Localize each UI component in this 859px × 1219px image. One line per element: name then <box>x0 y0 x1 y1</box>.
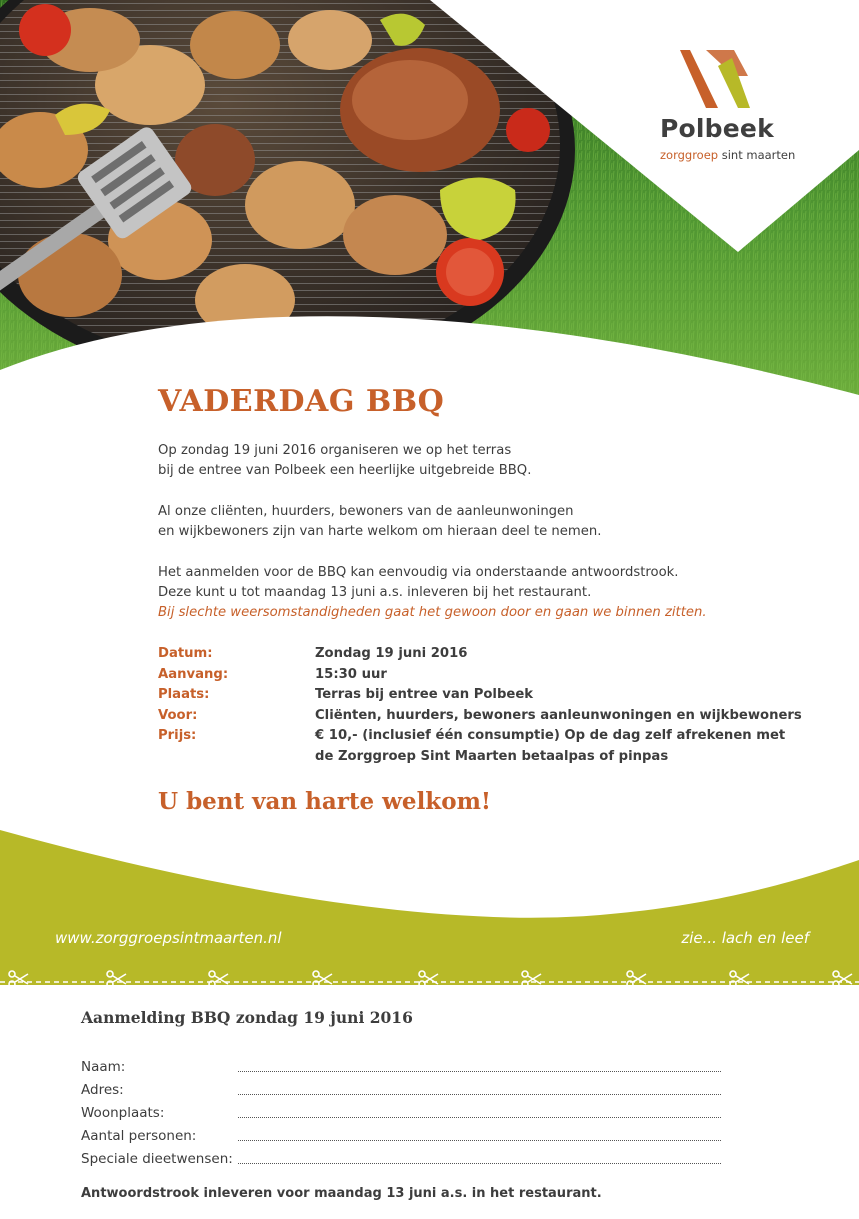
detail-value: 15:30 uur <box>315 666 387 682</box>
slip-title: Aanmelding BBQ zondag 19 juni 2016 <box>81 1008 413 1027</box>
detail-label: Prijs: <box>158 728 197 743</box>
welcome-heading: U bent van harte welkom! <box>158 788 492 815</box>
detail-row <box>158 665 778 686</box>
detail-row <box>158 706 802 727</box>
detail-value: Terras bij entree van Polbeek <box>315 687 534 702</box>
form-row-dieetwensen <box>81 1144 721 1167</box>
name-field[interactable] <box>238 1057 721 1072</box>
page-title: VADERDAG BBQ <box>158 384 445 419</box>
detail-value: Zondag 19 juni 2016 <box>315 646 468 661</box>
detail-value: € 10,- (inclusief één consumptie) Op de dag zelf afrekenen met <box>315 728 786 743</box>
welcome-paragraph <box>158 502 601 542</box>
detail-label <box>158 747 315 768</box>
form-label: Adres: <box>81 1082 124 1098</box>
detail-label: Datum: <box>158 646 213 661</box>
registration-form <box>81 1052 721 1167</box>
form-label: Aantal personen: <box>81 1128 197 1144</box>
form-label: Naam: <box>81 1059 126 1075</box>
slogan-text: zie... lach en leef <box>681 929 809 947</box>
signup-line: Het aanmelden voor de BBQ kan eenvoudig via onderstaande antwoordstrook. <box>158 565 679 580</box>
logo-wordmark: Polbeek <box>660 114 774 143</box>
slip-note: Antwoordstrook inleveren voor maandag 13 juni a.s. in het restaurant. <box>81 1186 602 1201</box>
detail-row <box>158 685 778 706</box>
form-label: Woonplaats: <box>81 1105 165 1121</box>
signup-paragraph <box>158 563 707 623</box>
form-row-adres <box>81 1075 721 1098</box>
detail-row <box>158 644 778 665</box>
detail-label: Plaats: <box>158 687 210 702</box>
footer-band <box>0 820 859 985</box>
persons-field[interactable] <box>238 1126 721 1141</box>
scissors-icon <box>9 971 852 987</box>
logo-subtitle: zorggroep sint maarten <box>660 148 796 162</box>
welcome-line: en wijkbewoners zijn van harte welkom om hieraan deel te nemen. <box>158 524 602 539</box>
intro-line: bij de entree van Polbeek een heerlijke uitgebreide BBQ. <box>158 463 532 478</box>
weather-note: Bij slechte weersomstandigheden gaat het gewoon door en gaan we binnen zitten. <box>158 605 707 620</box>
detail-label: Voor: <box>158 707 198 723</box>
form-label: Speciale dieetwensen: <box>81 1151 233 1167</box>
detail-value: Cliënten, huurders, bewoners aanleunwoningen en wijkbewoners <box>315 707 802 723</box>
event-details <box>158 644 802 767</box>
form-row-aantal-personen <box>81 1121 721 1144</box>
signup-line: Deze kunt u tot maandag 13 juni a.s. inleveren bij het restaurant. <box>158 585 592 600</box>
detail-row <box>158 747 778 768</box>
intro-paragraph <box>158 441 531 481</box>
diet-field[interactable] <box>238 1149 721 1164</box>
cut-line <box>0 962 859 988</box>
detail-row <box>158 726 786 747</box>
detail-value: de Zorggroep Sint Maarten betaalpas of pinpas <box>315 748 669 764</box>
detail-label: Aanvang: <box>158 666 229 682</box>
welcome-line: Al onze cliënten, huurders, bewoners van de aanleunwoningen <box>158 504 574 519</box>
website-link[interactable]: www.zorggroepsintmaarten.nl <box>55 929 282 947</box>
form-row-naam <box>81 1052 721 1075</box>
polbeek-logo[interactable] <box>660 48 800 168</box>
address-field[interactable] <box>238 1080 721 1095</box>
city-field[interactable] <box>238 1103 721 1118</box>
form-row-woonplaats <box>81 1098 721 1121</box>
polbeek-logo-mark-icon <box>676 48 756 110</box>
intro-line: Op zondag 19 juni 2016 organiseren we op het terras <box>158 443 512 458</box>
